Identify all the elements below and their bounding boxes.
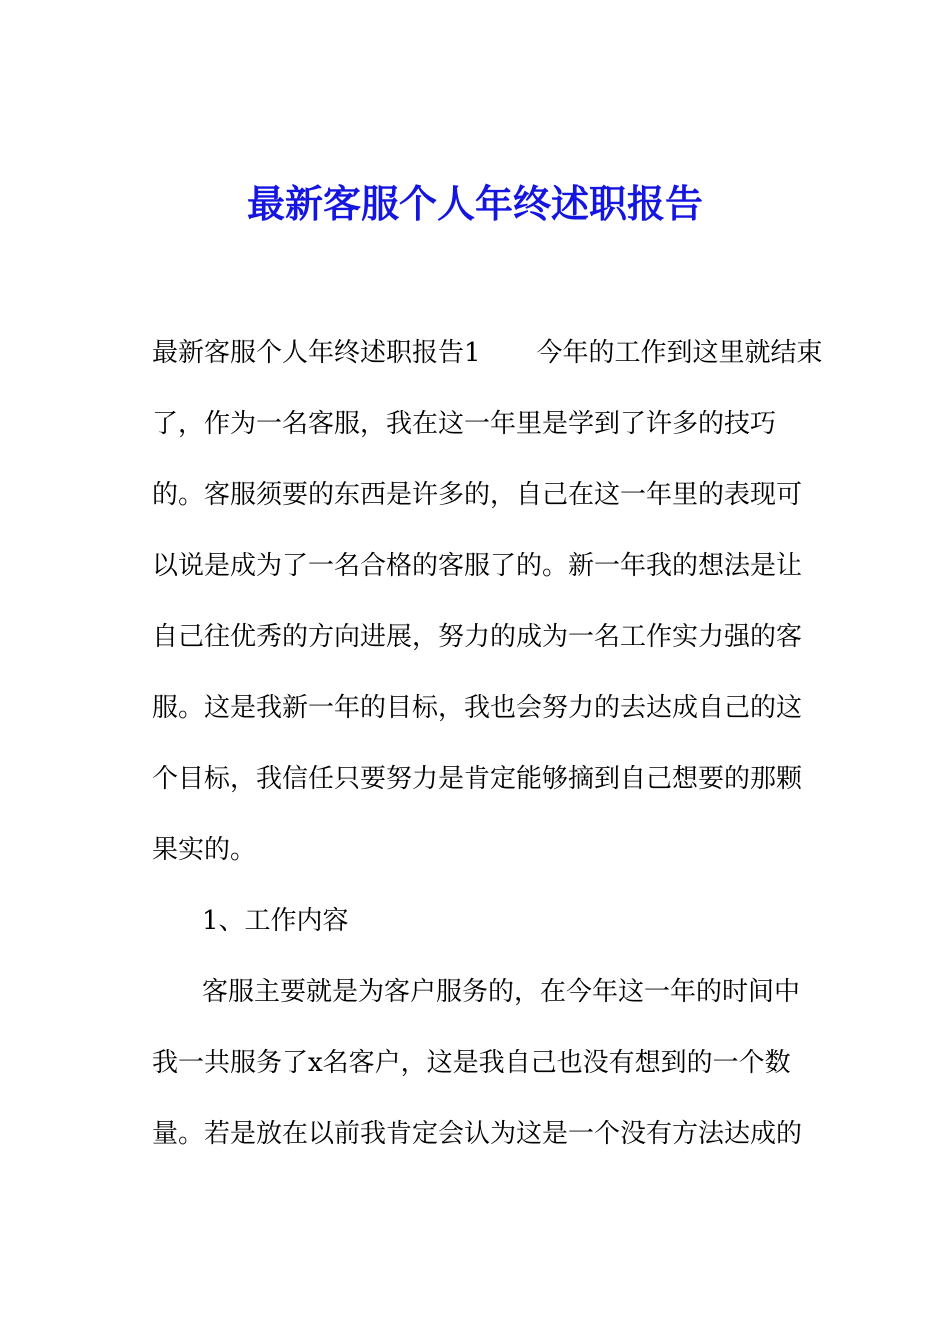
paragraph-line: 以说是成为了一名合格的客服了的。新一年我的想法是让 xyxy=(152,551,803,581)
document-title: 最新客服个人年终述职报告 xyxy=(246,181,703,226)
paragraph-line: 了，作为一名客服，我在这一年里是学到了许多的技巧 xyxy=(152,409,777,439)
document-body xyxy=(152,326,823,1178)
paragraph-line: 自己往优秀的方向进展，努力的成为一名工作实力强的客 xyxy=(152,622,803,652)
paragraph-line: 我一共服务了x名客户，这是我自己也没有想到的一个数 xyxy=(152,1048,791,1078)
paragraph-line: 服。这是我新一年的目标，我也会努力的去达成自己的这 xyxy=(152,693,803,723)
section-heading: 1、工作内容 xyxy=(202,906,349,936)
paragraph-text: 今年的工作到这里就结束 xyxy=(536,338,823,368)
report-heading-inline: 最新客服个人年终述职报告1 xyxy=(152,338,481,368)
paragraph-line: 量。若是放在以前我肯定会认为这是一个没有方法达成的 xyxy=(152,1119,803,1149)
paragraph-line: 的。客服须要的东西是许多的，自己在这一年里的表现可 xyxy=(152,480,803,510)
paragraph-line xyxy=(152,326,823,397)
paragraph-line: 个目标，我信任只要努力是肯定能够摘到自己想要的那颗 xyxy=(152,764,803,794)
paragraph-line: 果实的。 xyxy=(152,835,257,865)
paragraph-line: 客服主要就是为客户服务的，在今年这一年的时间中 xyxy=(202,977,801,1007)
